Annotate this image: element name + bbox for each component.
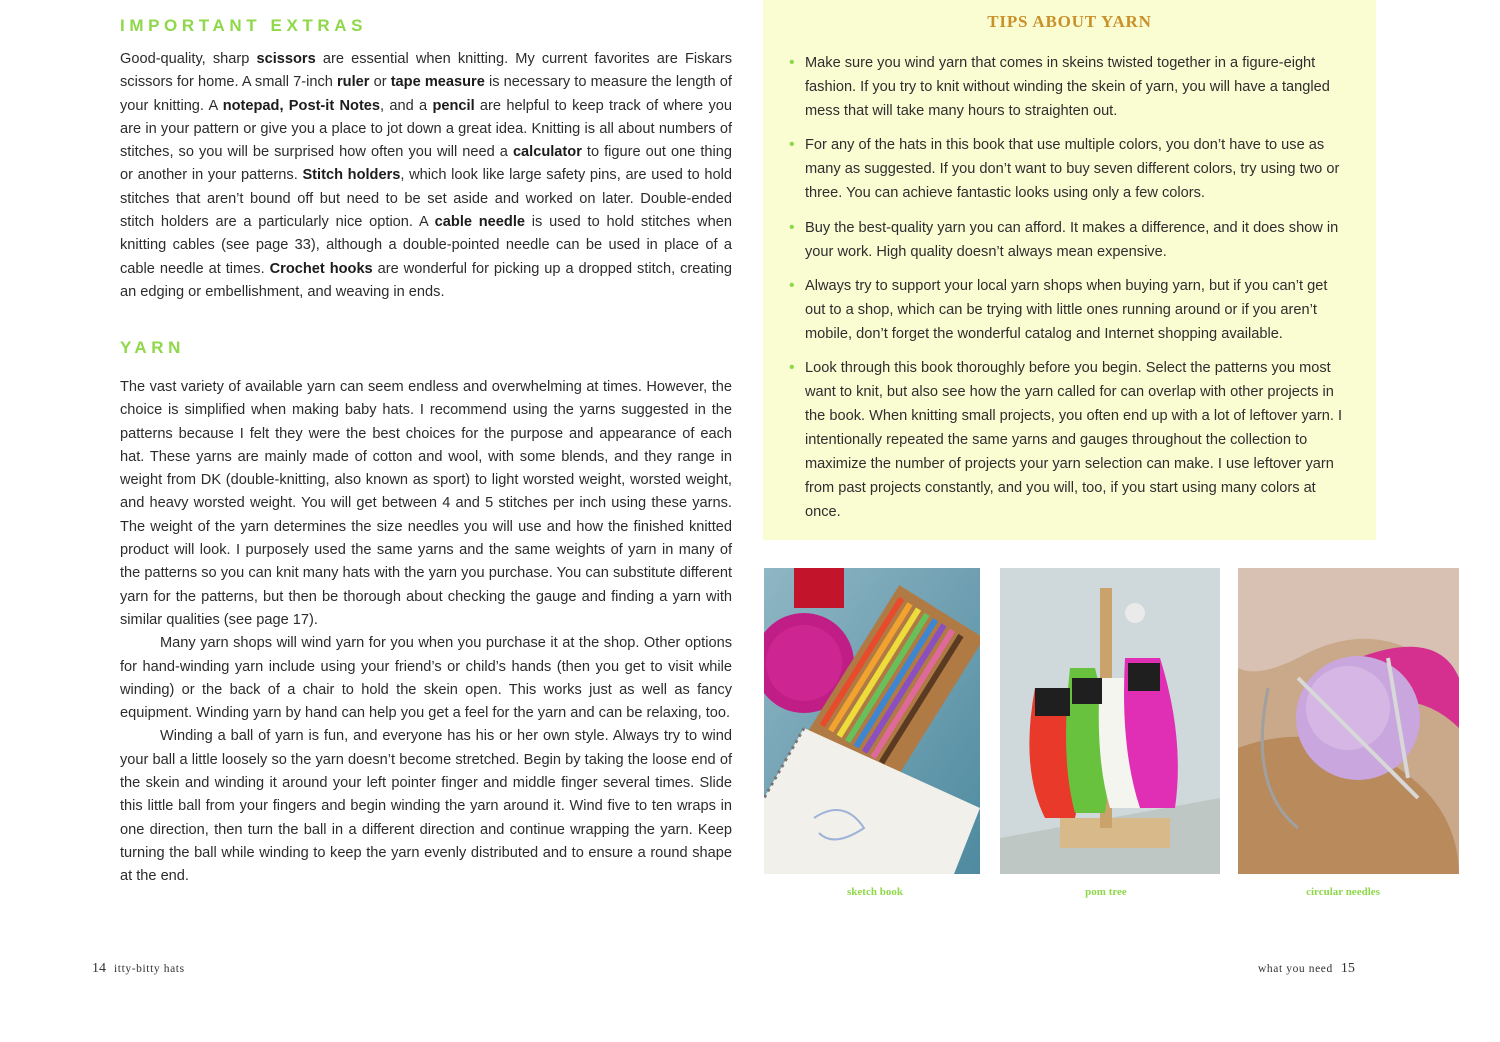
text-run: are helpful to keep track of where you are in your pattern or give you a place to jot down a great idea. Knitting is all about numbers of stitches, so you will be surprised how often you will need a (120, 97, 732, 161)
yarn-paragraph-3: Winding a ball of yarn is fun, and everyone has his or her own style. Always try to wind your ball a little loosely so the yarn doesn’t become stretched. Begin by taking the loose end of the skein and winding it around your left pointer finger and middle finger several times. Slide this little ball from your fingers and begin winding the yarn around it. Wind five to ten wraps in one direction, then turn the ball in a different direction and continue wrapping the yarn. Keep turning the ball while winding to keep the yarn evenly distributed and to ensure a round shape at the end. (120, 728, 732, 885)
bold-term: calculator (512, 144, 582, 161)
tip-text: Buy the best-quality yarn you can afford. It makes a difference, and it does show in your work. High quality doesn’t always mean expensive. (805, 219, 1339, 260)
tip-text: For any of the hats in this book that use multiple colors, you don’t have to use as many as suggested. If you don’t want to buy seven different colors, try using two or three. You can achieve fantastic looks using only a few colors. (805, 137, 1340, 202)
important-extras-heading: IMPORTANT EXTRAS (120, 16, 368, 35)
right-running-head: what you need (1258, 963, 1333, 975)
tip-text: Make sure you wind yarn that comes in skeins twisted together in a figure-eight fashion. If you try to knit without winding the skein of yarn, you will have a tangled mess that will take many hours to straighten out. (805, 55, 1330, 119)
bullet-icon: • (789, 136, 795, 154)
bold-term: Crochet hooks (269, 260, 373, 277)
tip-text: Always try to support your local yarn shops when buying yarn, but if you can’t get out to a shop, which can be trying with little ones running around or if you aren’t mobile, don’t forget the wonderful catalog and Internet shopping available. (805, 277, 1328, 342)
right-page-number: 15 (1340, 961, 1355, 976)
left-folio (92, 959, 185, 977)
bullet-icon: • (789, 276, 795, 294)
left-running-head: itty-bitty hats (114, 963, 185, 975)
yarn-body (120, 376, 732, 889)
bold-term: cable needle (434, 214, 526, 231)
text-run: Good-quality, sharp (120, 51, 257, 67)
text-run: , and a (380, 97, 433, 114)
tip-item (789, 216, 1349, 264)
tip-item (789, 51, 1349, 123)
bold-term: tape measure (390, 74, 485, 91)
right-folio (1258, 959, 1355, 977)
bullet-icon: • (789, 54, 795, 71)
caption-sketch-book: sketch book (847, 886, 903, 898)
text-run: are essential when knitting. My current favorites are Fiskars scissors for home. A small 7-inch (120, 51, 732, 91)
sketch-book-photo (764, 568, 980, 874)
caption-circular-needles: circular needles (1306, 886, 1380, 898)
circular-needles-photo (1238, 568, 1459, 874)
bullet-icon: • (789, 359, 795, 377)
text-run: is necessary to measure the length of your knitting. A (120, 74, 732, 114)
bold-term: Stitch holders (302, 167, 401, 184)
text-run: to figure out one thing or another in your patterns. (120, 144, 732, 184)
bullet-icon: • (789, 218, 795, 236)
caption-pom-tree: pom tree (1085, 886, 1127, 898)
bold-term: notepad, Post-it Notes (222, 97, 381, 114)
yarn-paragraph-1: The vast variety of available yarn can seem endless and overwhelming at times. However, the choice is simplified when making baby hats. I recommend using the yarns suggested in the patterns because I felt they were the best choices for the purpose and appearance of each hat. These yarns are mainly made of cotton and wool, with some blends, and they range in weight from DK (double-knitting, also known as sport) to light worsted weight, worsted weight, and heavy worsted weight. You will get between 4 and 5 stitches per inch using these yarns. The weight of the yarn determines the size needles you will use and how the finished knitted product will look. I purposely used the same yarns and the same weights of yarn in many of the patterns so you can knit many hats with the yarn you purchase. You can substitute different yarn for the patterns, but then be thorough about checking the gauge and finding a yarn with similar qualities (see page 17). (120, 379, 732, 628)
left-page-number: 14 (92, 961, 106, 976)
tips-list (789, 51, 1349, 534)
text-run: are wonderful for picking up a dropped stitch, creating an edging or embellishment, and weaving in ends. (120, 260, 733, 300)
yarn-paragraph-2: Many yarn shops will wind yarn for you when you purchase it at the shop. Other options for hand-winding yarn include using your friend’s or child’s hands (then you get to visit while winding) or the back of a chair to hold the skein open. This works just as well as fancy equipment. Winding yarn by hand can help you get a feel for the yarn and can be relaxing, too. (120, 635, 732, 722)
tip-item (789, 133, 1349, 205)
important-extras-paragraph (120, 48, 732, 304)
pom-tree-photo (1000, 568, 1220, 874)
tip-item (789, 356, 1349, 524)
text-run: is used to hold stitches when knitting cables (see page 33), although a double-pointed needle can be used in place of a cable needle at times. (120, 214, 733, 277)
tip-item (789, 274, 1349, 346)
tips-title: TIPS ABOUT YARN (987, 12, 1152, 31)
bold-term: pencil (432, 97, 475, 114)
text-run: or (369, 74, 391, 91)
bold-term: scissors (256, 51, 316, 67)
yarn-heading: YARN (120, 338, 186, 357)
tip-text: Look through this book thoroughly before you begin. Select the patterns you most want to knit, but also see how the yarn called for can overlap with other projects in the book. When knitting small projects, you often end up with a lot of leftover yarn. I intentionally repeated the same yarns and gauges throughout the collection to maximize the number of projects your yarn selection can make. I use leftover yarn from past projects constantly, and you will, too, if you start using many colors at once. (805, 360, 1343, 521)
bold-term: ruler (337, 74, 370, 91)
tips-about-yarn-box (763, 0, 1376, 540)
text-run: , which look like large safety pins, are used to hold stitches that aren’t bound off but need to be set aside and worked on later. Double-ended stitch holders are a particularly nice option. A (120, 167, 733, 231)
